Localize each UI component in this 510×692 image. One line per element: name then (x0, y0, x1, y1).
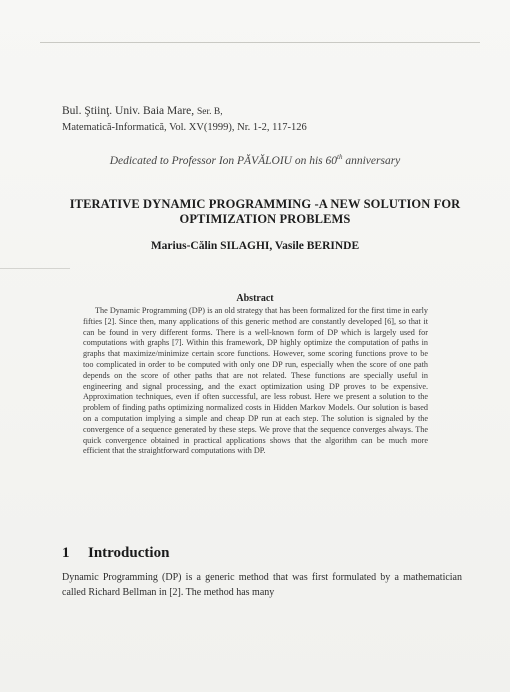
journal-line-1 (62, 104, 462, 120)
journal-name: Bul. Ştiinţ. Univ. Baia Mare, (62, 105, 195, 117)
dedication (0, 153, 510, 167)
section-number: 1 (62, 545, 70, 561)
dedication-text: Dedicated to Professor Ion PĂVĂLOIU on his 60 (109, 154, 338, 167)
paper-title (55, 197, 475, 227)
paper-title-line-1: ITERATIVE DYNAMIC PROGRAMMING -A NEW SOLUTION FOR (69, 197, 461, 211)
dedication-text-end: anniversary (342, 154, 401, 167)
section-heading (62, 545, 462, 562)
top-rule (40, 42, 480, 43)
abstract-heading: Abstract (236, 293, 274, 304)
journal-series: Ser. B, (197, 107, 223, 117)
journal-line-2: Matematică-Informatică, Vol. XV(1999), Nr. 1-2, 117-126 (62, 122, 307, 133)
dedication-superscript: th (337, 153, 343, 161)
paper-authors: Marius-Călin SILAGHI, Vasile BERINDE (150, 240, 360, 252)
abstract-body: The Dynamic Programming (DP) is an old strategy that has been formalized for the first time in early fifties [2]. Since then, many applications of this generic method are constantly developed [6], so that it can be found in very different forms. There is a well-known form of DP which is largely used for computations with graphs [7]. Within this framework, DP highly optimize the computation of paths in graphs that maximize/minimize certain score functions. However, some scoring functions prove to be too complicated in order to be computed with only one DP run, especially when the score of one path depends on the score of other paths that are not related. These functions are specially useful in engineering and signal processing, and the exact optimization using DP proves to be expensive. Approximation techniques, even if often successful, are less robust. Here we present a solution to the problem of finding paths optimizing normalized costs in Hidden Markov Models. Our solution is based on a computation implying a simple and cheap DP run at each step. The solution is signaled by the convergence of a sequence generated by these steps. We prove that the sequence converges always. The quick convergence obtained in practical applications shows that the algorithm can be much more efficient that the straightforward computations with DP. (83, 306, 428, 456)
section-title: Introduction (88, 545, 170, 561)
scan-mark (0, 268, 70, 269)
paper-title-line-2: OPTIMIZATION PROBLEMS (179, 212, 351, 226)
introduction-text: Dynamic Programming (DP) is a generic method that was first formulated by a mathematician called Richard Bellman in [2]. The method has many (62, 572, 462, 598)
journal-citation (62, 104, 462, 135)
